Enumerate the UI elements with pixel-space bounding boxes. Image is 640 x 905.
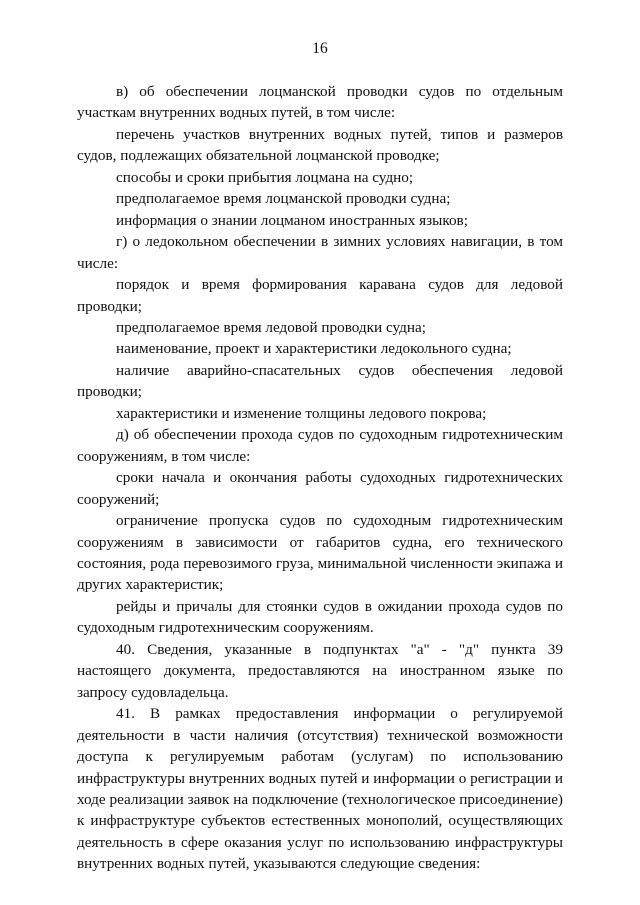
paragraph-pilot-time: предполагаемое время лоцманской проводки судна; — [116, 190, 451, 208]
paragraph-ice-thickness: характеристики и изменение толщины ледового покрова; — [116, 404, 487, 422]
paragraph-rescue-vessels: наличие аварийно-спасательных судов обеспечения ледовой проводки; — [77, 361, 563, 401]
paragraph-hydro-schedule: сроки начала и окончания работы судоходных гидротехнических сооружений; — [77, 469, 563, 508]
paragraph-clause-40: 40. Сведения, указанные в подпунктах "а" - "д" пункта 39 настоящего документа, предоставляются на иностранном языке по запросу судовладельца. — [77, 640, 563, 701]
paragraph-pilot-sections: перечень участков внутренних водных путей, типов и размеров судов, подлежащих обязательной лоцманской проводке; — [77, 125, 563, 165]
paragraph-icebreaker-specs: наименование, проект и характеристики ледокольного судна; — [116, 340, 512, 358]
paragraph-item-g: г) о ледокольном обеспечении в зимних условиях навигации, в том числе: — [77, 233, 563, 272]
paragraph-pilot-languages: информация о знании лоцманом иностранных языков; — [116, 211, 468, 229]
paragraph-item-d: д) об обеспечении прохода судов по судоходным гидротехническим сооружениям, в том числе: — [77, 426, 563, 465]
paragraph-roadsteads: рейды и причалы для стоянки судов в ожидании прохода судов по судоходным гидротехническим сооружениям. — [77, 597, 563, 637]
document-body — [77, 81, 563, 875]
page-number: 16 — [312, 40, 328, 57]
paragraph-passage-limits: ограничение пропуска судов по судоходным гидротехническим сооружениям в зависимости от габаритов судна, его технического состояния, рода перевозимого груза, минимальной численности экипажа и других характеристик; — [77, 512, 563, 594]
paragraph-clause-41: 41. В рамках предоставления информации о регулируемой деятельности в части наличия (отсутствия) технической возможности доступа к регулируемым работам (услугам) по использованию инфраструктуры внутренних водных путей и информации о регистрации и ходе реализации заявок на подключение (технологическое присоединение) к инфраструктуре субъектов естественных монополий, осуществляющих деятельность в сфере оказания услуг по использованию инфраструктуры внутренних водных путей, указываются следующие сведения: — [77, 705, 563, 873]
paragraph-pilot-arrival: способы и сроки прибытия лоцмана на судно; — [116, 168, 414, 186]
paragraph-convoy-order: порядок и время формирования каравана судов для ледовой проводки; — [77, 276, 563, 315]
paragraph-ice-escort-time: предполагаемое время ледовой проводки судна; — [116, 318, 426, 336]
paragraph-item-v: в) об обеспечении лоцманской проводки судов по отдельным участкам внутренних водных путей, в том числе: — [77, 83, 563, 122]
